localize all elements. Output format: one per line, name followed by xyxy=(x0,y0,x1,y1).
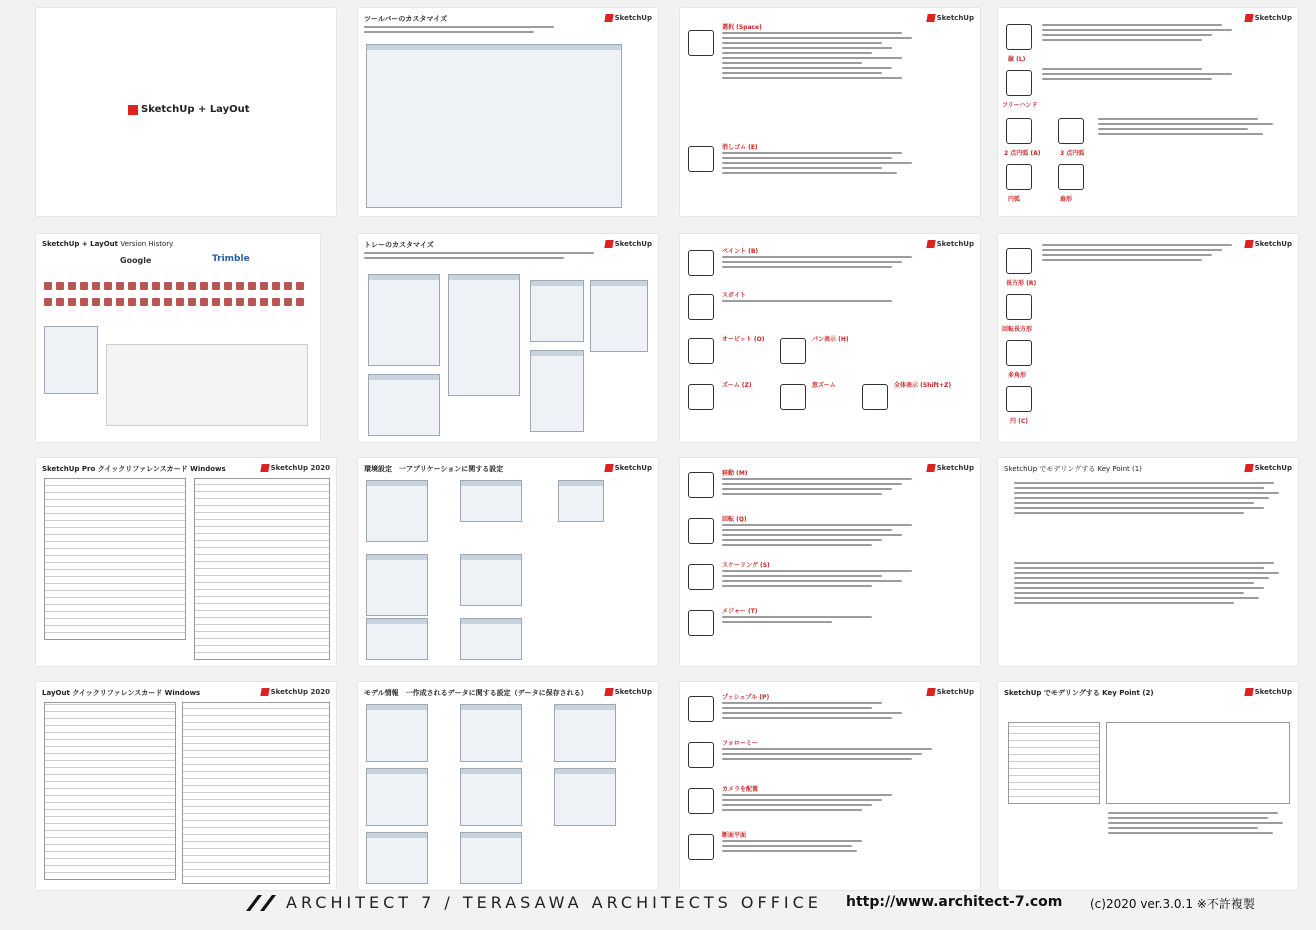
slide-su-reference xyxy=(36,458,336,666)
sketchup-logo-icon xyxy=(926,14,935,22)
sketchup-logo: SketchUp xyxy=(605,464,652,472)
brand-title: SketchUp + LayOut Version History xyxy=(42,240,174,248)
screenshot xyxy=(530,350,584,432)
slide-move-rotate: SketchUp 移動 (M) 回転 (Q) スケーリング (S) メジャー (T) xyxy=(680,458,980,666)
slide-title-text: 環境設定 一アプリケーションに関する設定 xyxy=(364,465,504,473)
sector-icon xyxy=(1058,164,1084,190)
rotated-rectangle-icon xyxy=(1006,294,1032,320)
screenshot xyxy=(366,768,428,826)
sketchup-logo: SketchUp 2020 xyxy=(261,688,330,696)
sketchup-logo-icon xyxy=(1244,14,1253,22)
sketchup-logo: SketchUp xyxy=(927,464,974,472)
office-url[interactable]: http://www.architect-7.com xyxy=(846,894,1063,910)
position-camera-icon xyxy=(688,788,714,814)
brand-logo: SketchUp + LayOut xyxy=(128,104,250,115)
slide-preferences xyxy=(358,458,658,666)
slide-line-arc: SketchUp 線 (L) フリーハンド 2 点円弧 (A) 3 点円弧 円弧 扇形 xyxy=(998,8,1298,216)
section-plane-icon xyxy=(688,834,714,860)
sketchup-logo: SketchUp xyxy=(927,14,974,22)
shortcut-table xyxy=(44,702,176,880)
eraser-icon xyxy=(688,146,714,172)
sketchup-logo-icon xyxy=(604,464,613,472)
screenshot xyxy=(366,44,622,208)
shortcut-table xyxy=(44,478,186,640)
screenshot xyxy=(554,768,616,826)
sketchup-logo-icon xyxy=(926,464,935,472)
pan-hand-icon xyxy=(780,338,806,364)
sketchup-logo: SketchUp xyxy=(1245,688,1292,696)
screenshot xyxy=(368,374,440,436)
move-icon xyxy=(688,472,714,498)
slide-title-text: SketchUp でモデリングする Key Point (2) xyxy=(1004,689,1154,697)
slide-title-text: LayOut クイックリファレンスカード Windows xyxy=(42,689,201,697)
shortcut-table xyxy=(194,478,330,660)
office-name: ARCHITECT 7 / TERASAWA ARCHITECTS OFFICE xyxy=(286,893,822,912)
screenshot xyxy=(448,274,520,396)
slide-key-point-2 xyxy=(998,682,1298,890)
eyedropper-icon xyxy=(688,294,714,320)
select-arrow-icon xyxy=(688,30,714,56)
architect7-logo-icon xyxy=(246,895,276,911)
screenshot xyxy=(590,280,648,352)
sketchup-logo: SketchUp 2020 xyxy=(261,464,330,472)
slide-layout-reference xyxy=(36,682,336,890)
slide-version-history xyxy=(36,234,320,442)
sketchup-logo: SketchUp xyxy=(605,14,652,22)
slide-paint-view: SketchUp ペイント (B) スポイト オービット (O) パン表示 (H) ズーム (Z) 窓ズーム 全体表示 (Shift+Z) xyxy=(680,234,980,442)
sketchup-logo-icon xyxy=(926,688,935,696)
rectangle-icon xyxy=(1006,248,1032,274)
screenshot xyxy=(460,704,522,762)
arc-icon xyxy=(1006,118,1032,144)
sketchup-logo: SketchUp xyxy=(1245,464,1292,472)
zoom-extents-icon xyxy=(862,384,888,410)
sketchup-logo: SketchUp xyxy=(605,688,652,696)
screenshot xyxy=(366,480,428,542)
zoom-icon xyxy=(688,384,714,410)
sketchup-logo: SketchUp xyxy=(1245,14,1292,22)
slide-title-text: モデル情報 一作成されるデータに関する設定（データに保存される） xyxy=(364,689,588,697)
push-pull-icon xyxy=(688,696,714,722)
rotate-icon xyxy=(688,518,714,544)
sketchup-logo-icon xyxy=(128,105,138,115)
copyright: (c)2020 ver.3.0.1 ※不許複製 xyxy=(1090,897,1255,911)
screenshot xyxy=(460,480,522,522)
sketchup-logo-icon xyxy=(1244,240,1253,248)
sketchup-logo-icon xyxy=(1244,688,1253,696)
sketchup-logo-icon xyxy=(604,688,613,696)
tool-label: 選択 (Space) xyxy=(722,24,762,31)
sketchup-logo-icon xyxy=(604,14,613,22)
screenshot xyxy=(460,554,522,606)
vendor-label: Google xyxy=(120,256,152,265)
polygon-icon xyxy=(1006,340,1032,366)
product-collage xyxy=(106,344,308,426)
sketchup-logo-icon xyxy=(260,688,269,696)
layer-table xyxy=(1008,722,1100,804)
sketchup-logo-icon xyxy=(926,240,935,248)
screenshot xyxy=(460,768,522,826)
shortcut-table xyxy=(182,702,330,884)
paint-bucket-icon xyxy=(688,250,714,276)
vendor-label: Trimble xyxy=(212,254,250,264)
slide-toolbar-customize xyxy=(358,8,658,216)
sketchup-logo: SketchUp xyxy=(927,688,974,696)
tool-label: 消しゴム (E) xyxy=(722,144,758,151)
sketchup-logo-icon xyxy=(260,464,269,472)
screenshot xyxy=(366,618,428,660)
follow-me-icon xyxy=(688,742,714,768)
screenshot xyxy=(460,832,522,884)
sketchup-logo-icon xyxy=(1244,464,1253,472)
screenshot xyxy=(366,554,428,616)
sketchup-logo-icon xyxy=(604,240,613,248)
screenshot xyxy=(460,618,522,660)
book-cover xyxy=(44,326,98,394)
pie-arc-icon xyxy=(1006,164,1032,190)
sketchup-logo: SketchUp xyxy=(605,240,652,248)
pencil-icon xyxy=(1006,24,1032,50)
screenshot xyxy=(368,274,440,366)
slide-tray-customize xyxy=(358,234,658,442)
sketchup-logo: SketchUp xyxy=(1245,240,1292,248)
scale-icon xyxy=(688,564,714,590)
screenshot xyxy=(366,832,428,884)
slide-key-point-1 xyxy=(998,458,1298,666)
circle-icon xyxy=(1006,386,1032,412)
slide-title-text: SketchUp Pro クイックリファレンスカード Windows xyxy=(42,465,226,473)
screenshot xyxy=(366,704,428,762)
three-point-arc-icon xyxy=(1058,118,1084,144)
slide-model-info xyxy=(358,682,658,890)
sketchup-logo: SketchUp xyxy=(927,240,974,248)
text-block xyxy=(364,26,564,36)
slide-title-text: トレーのカスタマイズ xyxy=(364,241,434,249)
screenshot xyxy=(558,480,604,522)
slide-title-text: SketchUp でモデリングする Key Point (1) xyxy=(1004,465,1142,473)
zoom-window-icon xyxy=(780,384,806,410)
slide-select-erase xyxy=(680,8,980,216)
slide-title-text: ツールバーのカスタマイズ xyxy=(364,15,448,23)
tape-measure-icon xyxy=(688,610,714,636)
slide-pushpull: SketchUp プッシュプル (P) フォローミー カメラを配置 断面平面 xyxy=(680,682,980,890)
slide-shapes: SketchUp 長方形 (R) 回転長方形 多角形 円 (C) xyxy=(998,234,1298,442)
screenshot xyxy=(530,280,584,342)
screenshot xyxy=(554,704,616,762)
group-diagram xyxy=(1106,722,1290,804)
orbit-icon xyxy=(688,338,714,364)
slide-title xyxy=(36,8,336,216)
freehand-icon xyxy=(1006,70,1032,96)
